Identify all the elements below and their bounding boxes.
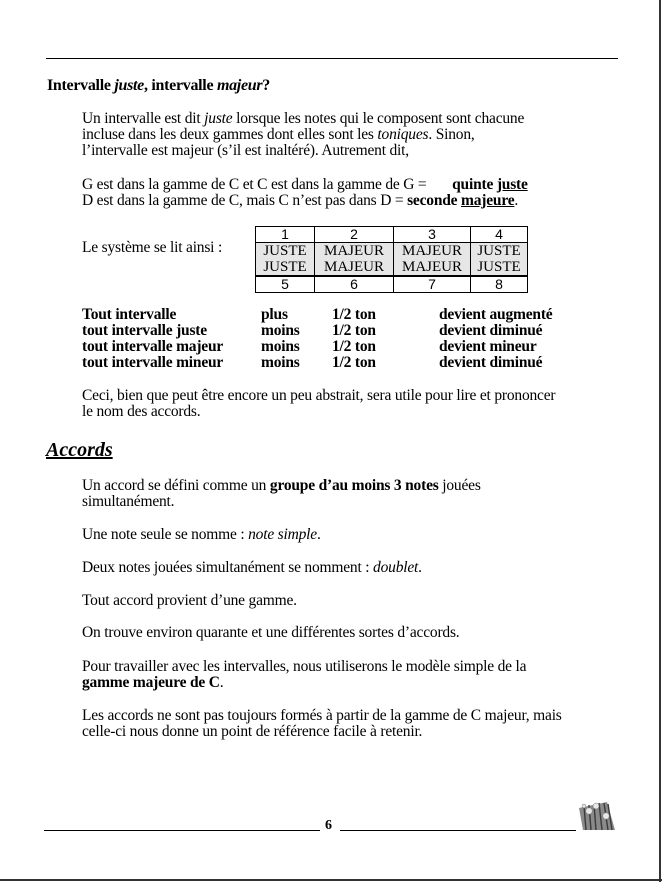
paragraph-quarante: On trouve environ quarante et une différentes sortes d’accords. bbox=[82, 624, 460, 641]
header-rule bbox=[46, 58, 618, 59]
table-cell: 4 bbox=[471, 227, 528, 243]
text: . bbox=[316, 526, 321, 543]
table-cell: 6 bbox=[315, 276, 394, 293]
table-cell: MAJEUR bbox=[315, 243, 394, 260]
rule-result: devient diminué bbox=[439, 354, 543, 371]
rule-subject: tout intervalle mineur bbox=[82, 354, 224, 371]
paragraph-doublet bbox=[82, 560, 422, 576]
example-line-seconde bbox=[82, 193, 518, 209]
text-bold: groupe d’au moins 3 notes bbox=[269, 477, 439, 494]
table-cell: 3 bbox=[394, 227, 471, 243]
text: . bbox=[418, 559, 422, 576]
rule-amount: 1/2 ton bbox=[332, 338, 376, 355]
text: . Sinon, bbox=[428, 126, 475, 143]
example-line-quinte bbox=[82, 177, 528, 193]
paragraph-line bbox=[82, 111, 524, 127]
table-cell: 5 bbox=[256, 276, 315, 293]
text-bold: seconde bbox=[407, 192, 462, 209]
table-cell: MAJEUR bbox=[315, 259, 394, 276]
footer-rule-right bbox=[340, 830, 576, 831]
paragraph-line: Les accords ne sont pas toujours formés à partir de la gamme de C majeur, mais bbox=[82, 707, 562, 724]
table-cell: 8 bbox=[471, 276, 528, 293]
text-italic: doublet bbox=[373, 559, 419, 576]
footer-rule-left bbox=[44, 830, 320, 831]
rule-amount: 1/2 ton bbox=[332, 354, 376, 371]
table-cell: JUSTE bbox=[471, 243, 528, 260]
page-border-bottom bbox=[0, 879, 662, 881]
rule-result: devient mineur bbox=[439, 338, 537, 355]
text-bold: quinte bbox=[452, 176, 497, 193]
rule-amount: 1/2 ton bbox=[332, 322, 376, 339]
table-row-top-numbers bbox=[256, 227, 528, 243]
page-number: 6 bbox=[325, 818, 332, 833]
text-italic: note simple bbox=[248, 526, 317, 543]
rule-op: plus bbox=[261, 306, 288, 323]
section-title-accords: Accords bbox=[46, 439, 113, 461]
rule-op: moins bbox=[261, 322, 300, 339]
text: Deux notes jouées simultanément se nomment : bbox=[82, 559, 374, 576]
mixer-faders-icon bbox=[577, 800, 617, 832]
text: Une note seule se nomme : bbox=[82, 526, 249, 543]
table-cell: 7 bbox=[394, 276, 471, 293]
rule-subject: tout intervalle majeur bbox=[82, 338, 224, 355]
paragraph-line: Pour travailler avec les intervalles, nous utiliserons le modèle simple de la bbox=[82, 658, 527, 675]
interval-system-table bbox=[255, 226, 528, 293]
paragraph-line: le nom des accords. bbox=[82, 403, 201, 420]
rule-amount: 1/2 ton bbox=[332, 306, 376, 323]
table-cell: 2 bbox=[315, 227, 394, 243]
table-cell: JUSTE bbox=[256, 259, 315, 276]
title-text-italic: juste bbox=[114, 77, 144, 94]
page-border-right bbox=[659, 0, 661, 882]
text: Un intervalle est dit bbox=[82, 110, 205, 127]
title-text: , intervalle bbox=[143, 77, 217, 94]
paragraph-line bbox=[82, 675, 223, 691]
text-bold: gamme majeure de C bbox=[82, 674, 220, 691]
text-bold-underline: majeure bbox=[461, 192, 515, 209]
rule-subject: tout intervalle juste bbox=[82, 322, 207, 339]
table-cell: JUSTE bbox=[256, 243, 315, 260]
text: . bbox=[514, 192, 519, 209]
table-cell: MAJEUR bbox=[394, 259, 471, 276]
paragraph-line: Ceci, bien que peut être encore un peu abstrait, sera utile pour lire et prononcer bbox=[82, 387, 556, 404]
text-italic: toniques bbox=[377, 126, 429, 143]
title-text-italic: majeur bbox=[216, 77, 263, 94]
paragraph-gamme: Tout accord provient d’une gamme. bbox=[82, 592, 297, 609]
text-italic: juste bbox=[204, 110, 233, 127]
paragraph-line bbox=[82, 478, 481, 494]
table-row-quality-a bbox=[256, 243, 528, 260]
text: incluse dans les deux gammes dont elles sont les bbox=[82, 126, 378, 143]
system-label: Le système se lit ainsi : bbox=[82, 239, 223, 256]
rule-result: devient augmenté bbox=[439, 306, 553, 323]
text: jouées bbox=[438, 477, 481, 494]
table-cell: JUSTE bbox=[471, 259, 528, 276]
table-cell: MAJEUR bbox=[394, 243, 471, 260]
text: . bbox=[219, 674, 224, 691]
paragraph-line: l’intervalle est majeur (s’il est inaltéré). Autrement dit, bbox=[82, 142, 409, 159]
text-bold-underline: juste bbox=[496, 176, 528, 193]
table-cell: 1 bbox=[256, 227, 315, 243]
paragraph-line bbox=[82, 127, 475, 143]
section-title-intervalle bbox=[47, 77, 270, 95]
text: G est dans la gamme de C et C est dans la gamme de G = bbox=[82, 176, 431, 193]
text: lorsque les notes qui le composent sont chacune bbox=[232, 110, 525, 127]
rule-op: moins bbox=[261, 338, 300, 355]
rule-op: moins bbox=[261, 354, 300, 371]
text: D est dans la gamme de C, mais C n’est pas dans D = bbox=[82, 192, 408, 209]
paragraph-note-simple bbox=[82, 527, 321, 543]
table-row-quality-b bbox=[256, 259, 528, 276]
table-row-bottom-numbers bbox=[256, 276, 528, 293]
paragraph-line: simultanément. bbox=[82, 493, 175, 510]
rule-result: devient diminué bbox=[439, 322, 543, 339]
text: Un accord se défini comme un bbox=[82, 477, 270, 494]
title-text: ? bbox=[262, 77, 270, 94]
title-text: Intervalle bbox=[47, 77, 115, 94]
rule-subject: Tout intervalle bbox=[82, 306, 177, 323]
paragraph-line: celle-ci nous donne un point de référence facile à retenir. bbox=[82, 723, 423, 740]
